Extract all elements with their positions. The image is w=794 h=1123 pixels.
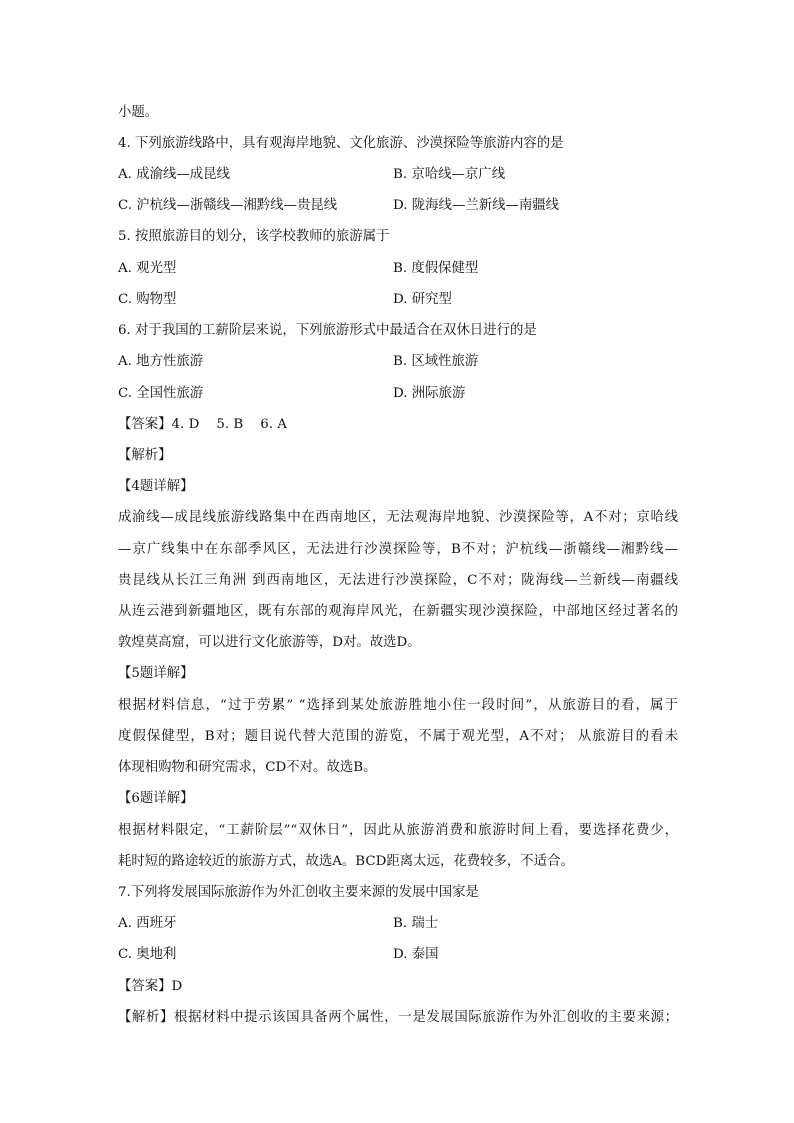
paragraph-line: 从连云港到新疆地区，既有东部的观海岸风光，在新疆实现沙漠探险，中部地区经过著名的 <box>118 604 678 619</box>
q7-option-d: D. 泰国 <box>393 947 439 962</box>
detail-4-heading: 【4题详解】 <box>118 479 194 494</box>
question-7: 7.下列将发展国际旅游作为外汇创收主要来源的发展中国家是 <box>118 885 479 900</box>
q7-option-c: C. 奥地利 <box>118 947 177 962</box>
paragraph-line: 体现相购物和研究需求，CD不对。故选B。 <box>118 760 377 775</box>
q5-option-b: B. 度假保健型 <box>393 261 479 276</box>
paragraph-line: 贵昆线从长江三角洲 到西南地区，无法进行沙漠探险，C不对；陇海线—兰新线—南疆线 <box>118 573 678 588</box>
paragraph-line: 根据材料限定，“工薪阶层”“双休日”，因此从旅游消费和旅游时间上看，要选择花费少， <box>118 823 678 838</box>
q5-option-c: C. 购物型 <box>118 292 177 307</box>
paragraph-line: —京广线集中在东部季风区，无法进行沙漠探险等，B不对；沪杭线—浙赣线—湘黔线— <box>118 542 678 557</box>
detail-5-heading: 【5题详解】 <box>118 666 194 681</box>
paragraph-line: 敦煌莫高窟，可以进行文化旅游等，D对。故选D。 <box>118 635 421 650</box>
paragraph-line: 耗时短的路途较近的旅游方式，故选A。BCD距离太远，花费较多，不适合。 <box>118 854 574 869</box>
q6-option-a: A. 地方性旅游 <box>118 354 204 369</box>
q4-option-c: C. 沪杭线—浙赣线—湘黔线—贵昆线 <box>118 198 338 213</box>
answer-line: 【答案】D <box>118 979 183 994</box>
q4-option-d: D. 陇海线—兰新线—南疆线 <box>393 198 560 213</box>
q4-option-a: A. 成渝线—成昆线 <box>118 167 230 182</box>
paragraph-line: 度假保健型，B对；题目说代替大范围的游览，不属于观光型，A不对； 从旅游目的看未 <box>118 729 678 744</box>
q7-option-a: A. 西班牙 <box>118 916 177 931</box>
question-6: 6. 对于我国的工薪阶层来说，下列旅游形式中最适合在双休日进行的是 <box>118 323 537 338</box>
q7-option-b: B. 瑞士 <box>393 916 439 931</box>
q4-option-b: B. 京哈线—京广线 <box>393 167 506 182</box>
text-line: 小题。 <box>118 105 159 120</box>
question-4: 4. 下列旅游线路中，具有观海岸地貌、文化旅游、沙漠探险等旅游内容的是 <box>118 136 564 151</box>
detail-6-heading: 【6题详解】 <box>118 791 194 806</box>
answer-line: 【答案】4. D 5. B 6. A <box>118 417 287 432</box>
question-5: 5. 按照旅游目的划分，该学校教师的旅游属于 <box>118 229 390 244</box>
q5-option-a: A. 观光型 <box>118 261 177 276</box>
q6-option-c: C. 全国性旅游 <box>118 386 204 401</box>
paragraph-line: 成渝线—成昆线旅游线路集中在西南地区，无法观海岸地貌、沙漠探险等，A不对；京哈线 <box>118 510 678 525</box>
q5-option-d: D. 研究型 <box>393 292 452 307</box>
analysis-line: 【解析】根据材料中提示该国具备两个属性，一是发展国际旅游作为外汇创收的主要来源； <box>118 1010 678 1025</box>
paragraph-line: 根据材料信息，“过于劳累” “选择到某处旅游胜地小住一段时间”，从旅游目的看，属于 <box>118 698 678 713</box>
q6-option-b: B. 区域性旅游 <box>393 354 479 369</box>
q6-option-d: D. 洲际旅游 <box>393 386 466 401</box>
analysis-heading: 【解析】 <box>118 448 172 463</box>
